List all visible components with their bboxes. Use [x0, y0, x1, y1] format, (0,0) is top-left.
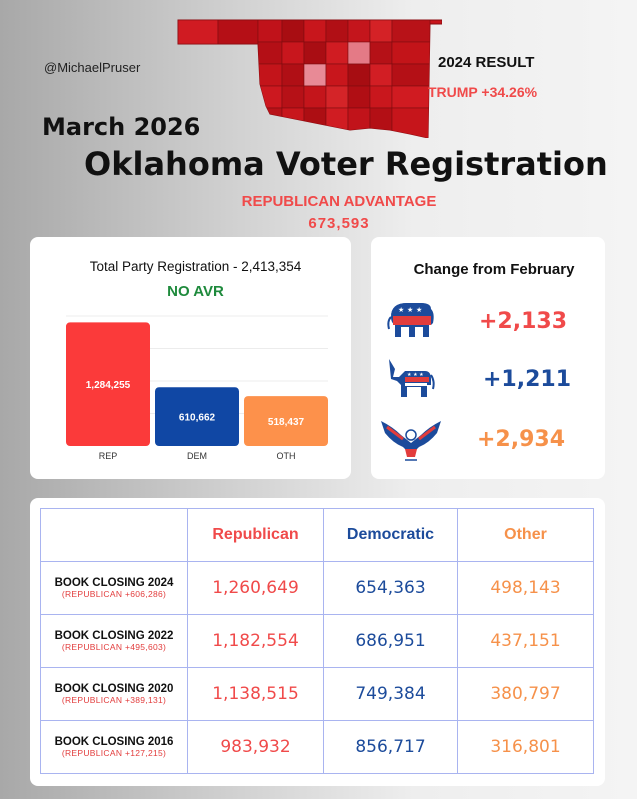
republican-value: 983,932	[188, 721, 324, 774]
republican-change-value: +2,133	[479, 309, 568, 334]
other-value: 437,151	[458, 615, 594, 668]
result-value: TRUMP +34.26%	[428, 84, 538, 100]
category-label: REP	[98, 451, 118, 461]
table-row	[41, 562, 594, 615]
party-registration-chart-card	[30, 237, 351, 479]
bar-value-label: 1,284,255	[85, 380, 131, 392]
table-row	[41, 721, 594, 774]
page-title: Oklahoma Voter Registration	[84, 145, 608, 183]
row-label: BOOK CLOSING 2022	[54, 630, 174, 642]
democratic-value: 856,717	[324, 721, 458, 774]
democrat-donkey-icon	[385, 355, 435, 401]
republican-elephant-icon	[385, 297, 435, 343]
other-value: 380,797	[458, 668, 594, 721]
author-handle: @MichaelPruser	[44, 60, 141, 75]
svg-text:★: ★	[416, 306, 423, 314]
book-closing-table	[40, 508, 594, 774]
table-corner-cell	[41, 509, 188, 562]
row-sublabel: (REPUBLICAN +606,286)	[61, 589, 167, 599]
oklahoma-county-map	[170, 14, 442, 138]
svg-text:★ ★ ★: ★ ★ ★	[407, 372, 424, 378]
change-title: Change from February	[413, 261, 575, 278]
row-sublabel: (REPUBLICAN +127,215)	[61, 748, 167, 758]
book-closing-table-card	[30, 498, 605, 786]
other-value: 316,801	[458, 721, 594, 774]
independent-eagle-icon	[379, 413, 443, 463]
row-sublabel: (REPUBLICAN +495,603)	[61, 642, 167, 652]
other-value: 498,143	[458, 562, 594, 615]
democrat-change-value: +1,211	[483, 367, 572, 392]
democratic-value: 686,951	[324, 615, 458, 668]
row-label-cell	[41, 721, 188, 774]
bar-value-label: 610,662	[178, 412, 216, 424]
other-change-value: +2,934	[477, 427, 566, 452]
header-democratic: Democratic	[324, 509, 458, 562]
republican-value: 1,182,554	[188, 615, 324, 668]
table-header-row	[41, 509, 594, 562]
advantage-value: 673,593	[308, 215, 370, 232]
advantage-label: REPUBLICAN ADVANTAGE	[241, 193, 437, 210]
row-label-cell	[41, 668, 188, 721]
republican-value: 1,260,649	[188, 562, 324, 615]
category-label: DEM	[187, 451, 207, 461]
row-label: BOOK CLOSING 2024	[54, 577, 174, 589]
row-label: BOOK CLOSING 2016	[54, 736, 174, 748]
row-label-cell	[41, 615, 188, 668]
result-label: 2024 RESULT	[438, 54, 535, 71]
bar-value-label: 518,437	[267, 417, 305, 429]
party-bar-chart	[30, 237, 351, 479]
date-title: March 2026	[42, 113, 201, 141]
republican-value: 1,138,515	[188, 668, 324, 721]
chart-title: Total Party Registration - 2,413,354	[89, 259, 302, 274]
democratic-value: 749,384	[324, 668, 458, 721]
democratic-value: 654,363	[324, 562, 458, 615]
svg-text:★: ★	[398, 306, 405, 314]
row-label: BOOK CLOSING 2020	[54, 683, 174, 695]
svg-text:★: ★	[407, 306, 414, 314]
chart-note: NO AVR	[167, 283, 224, 300]
table-row	[41, 615, 594, 668]
table-row	[41, 668, 594, 721]
row-sublabel: (REPUBLICAN +389,131)	[61, 695, 167, 705]
category-label: OTH	[276, 451, 296, 461]
header-republican: Republican	[188, 509, 324, 562]
change-card	[371, 237, 605, 479]
header-other: Other	[458, 509, 594, 562]
row-label-cell	[41, 562, 188, 615]
